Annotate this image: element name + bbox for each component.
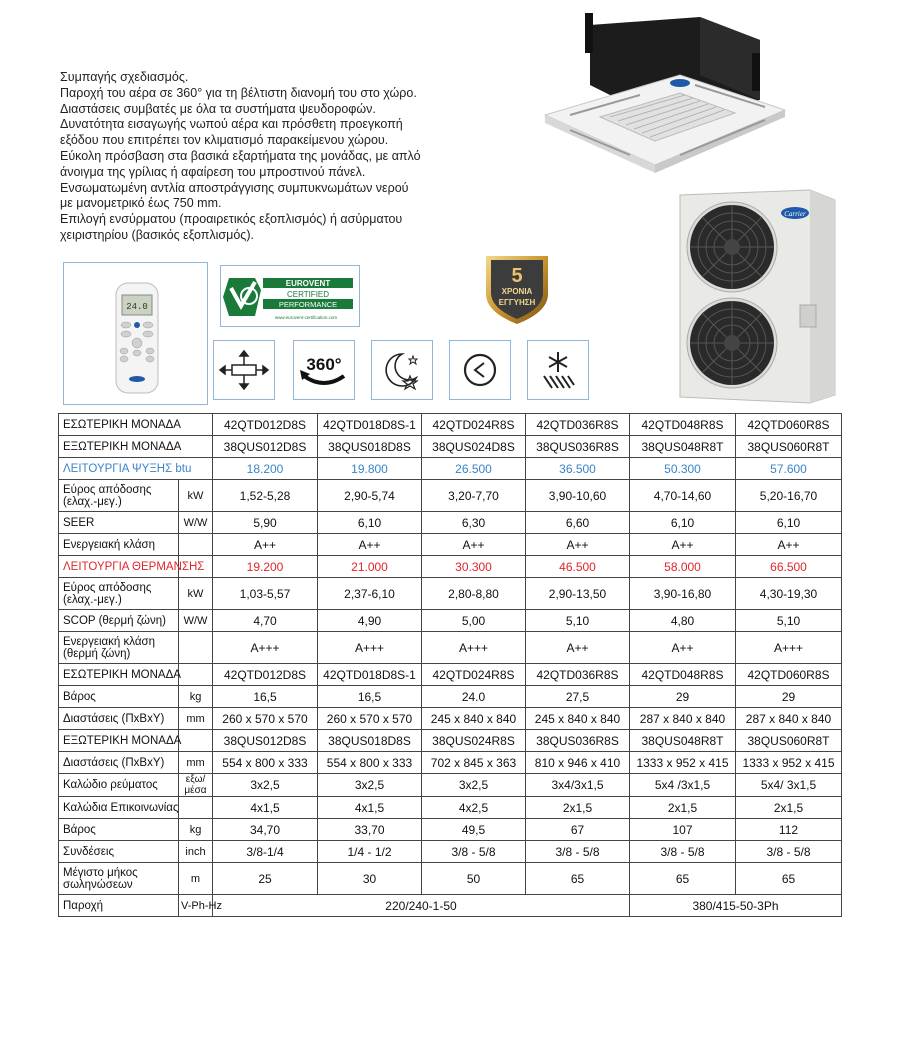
table-cell: 4x1,5 — [213, 797, 318, 819]
table-cell: 245 x 840 x 840 — [422, 708, 526, 730]
table-row — [59, 819, 842, 841]
table-cell: 19.800 — [318, 458, 422, 480]
cassette-unit-image — [530, 5, 790, 175]
row-label: Βάρος — [59, 819, 179, 841]
row-unit: W/W — [179, 512, 213, 534]
table-row — [59, 578, 842, 610]
row-unit: kW — [179, 578, 213, 610]
table-cell: 6,10 — [736, 512, 842, 534]
row-label: Βάρος — [59, 686, 179, 708]
row-unit: mm — [179, 752, 213, 774]
table-cell: 33,70 — [318, 819, 422, 841]
row-label: ΕΣΩΤΕΡΙΚΗ ΜΟΝΑΔΑ — [59, 414, 213, 436]
remote-control-box — [63, 262, 208, 405]
table-cell: 65 — [630, 863, 736, 895]
table-cell: 38QUS048R8T — [630, 436, 736, 458]
supply-three-phase: 380/415-50-3Ph — [630, 895, 842, 917]
turbo-icon — [449, 340, 511, 400]
table-cell: 42QTD024R8S — [422, 664, 526, 686]
intro-line: Συμπαγής σχεδιασμός. — [60, 70, 189, 84]
table-row — [59, 458, 842, 480]
eurovent-certified-logo — [220, 265, 360, 327]
table-cell: 5,10 — [526, 610, 630, 632]
table-cell: 2,80-8,80 — [422, 578, 526, 610]
table-cell: A++ — [736, 534, 842, 556]
table-cell: 4,90 — [318, 610, 422, 632]
table-cell: 3/8 - 5/8 — [526, 841, 630, 863]
intro-line: με μανομετρικό έως 750 mm. — [60, 196, 222, 211]
table-row — [59, 774, 842, 797]
table-cell: 18.200 — [213, 458, 318, 480]
table-cell: 21.000 — [318, 556, 422, 578]
table-cell: 6,60 — [526, 512, 630, 534]
row-unit: kW — [179, 480, 213, 512]
table-cell: 5,00 — [422, 610, 526, 632]
anti-frost-icon — [527, 340, 589, 400]
svg-text:EUROVENT: EUROVENT — [285, 279, 331, 288]
row-label: ΕΞΩΤΕΡΙΚΗ ΜΟΝΑΔΑ — [59, 436, 213, 458]
table-cell: 57.600 — [736, 458, 842, 480]
row-unit: inch — [179, 841, 213, 863]
row-label: Εύρος απόδοσης (ελαχ.-μεγ.) — [59, 480, 179, 512]
night-mode-icon — [371, 340, 433, 400]
table-cell: A++ — [630, 632, 736, 664]
svg-text:24.0: 24.0 — [126, 302, 148, 312]
table-cell: 5,10 — [736, 610, 842, 632]
table-cell: 6,10 — [318, 512, 422, 534]
row-unit — [179, 797, 213, 819]
table-cell: 38QUS048R8T — [630, 730, 736, 752]
row-label: Καλώδια Επικοινωνίας — [59, 797, 179, 819]
table-cell: 1333 x 952 x 415 — [630, 752, 736, 774]
table-row — [59, 414, 842, 436]
table-cell: 58.000 — [630, 556, 736, 578]
intro-line: Ενσωματωμένη αντλία αποστράγγισης συμπυκνωμάτων νερού — [60, 180, 409, 195]
table-cell: 65 — [736, 863, 842, 895]
table-cell: 287 x 840 x 840 — [630, 708, 736, 730]
row-unit: m — [179, 863, 213, 895]
table-cell: 260 x 570 x 570 — [318, 708, 422, 730]
intro-text — [60, 70, 530, 244]
table-cell: 2,90-13,50 — [526, 578, 630, 610]
table-cell: 3x2,5 — [422, 774, 526, 797]
table-cell: 42QTD048R8S — [630, 664, 736, 686]
table-cell: 3x4/3x1,5 — [526, 774, 630, 797]
table-cell: 38QUS036R8S — [526, 436, 630, 458]
table-cell: A+++ — [213, 632, 318, 664]
table-cell: 38QUS036R8S — [526, 730, 630, 752]
table-cell: 260 x 570 x 570 — [213, 708, 318, 730]
table-cell: A++ — [213, 534, 318, 556]
intro-line: Επιλογή ενσύρματου (προαιρετικός εξοπλισμός) ή ασύρματου — [60, 212, 403, 227]
row-unit — [179, 730, 213, 752]
intro-line: άνοιγμα της γρίλιας ή αφαίρεση του μπροστινού πάνελ. — [60, 164, 366, 179]
table-cell: 24.0 — [422, 686, 526, 708]
row-label: ΕΣΩΤΕΡΙΚΗ ΜΟΝΑΔΑ — [59, 664, 179, 686]
row-unit — [179, 664, 213, 686]
row-label: Συνδέσεις — [59, 841, 179, 863]
warranty-badge — [478, 248, 556, 326]
table-cell: 16,5 — [213, 686, 318, 708]
intro-line: Διαστάσεις συμβατές με όλα τα συστήματα ψευδοροφών. — [60, 101, 376, 116]
row-label: Μέγιστο μήκος σωληνώσεων — [59, 863, 179, 895]
svg-text:360°: 360° — [306, 355, 342, 374]
svg-text:ΧΡΟΝΙΑ: ΧΡΟΝΙΑ — [501, 287, 533, 296]
table-cell: 30 — [318, 863, 422, 895]
table-cell: 42QTD060R8S — [736, 664, 842, 686]
table-cell: 38QUS060R8T — [736, 730, 842, 752]
table-row — [59, 556, 842, 578]
table-cell: A+++ — [318, 632, 422, 664]
row-label: ΕΞΩΤΕΡΙΚΗ ΜΟΝΑΔΑ — [59, 730, 179, 752]
table-cell: 38QUS018D8S — [318, 730, 422, 752]
table-cell: 50 — [422, 863, 526, 895]
table-cell: 38QUS024D8S — [422, 436, 526, 458]
table-cell: 42QTD048R8S — [630, 414, 736, 436]
table-cell: 1,03-5,57 — [213, 578, 318, 610]
table-row — [59, 841, 842, 863]
table-cell: 2,37-6,10 — [318, 578, 422, 610]
intro-line: Παροχή του αέρα σε 360° για τη βέλτιστη διανομή του στο χώρο. — [60, 85, 417, 100]
intro-line: εξόδου που επιτρέπει τον κλιματισμό παρακείμενου χώρου. — [60, 133, 389, 148]
table-row — [59, 797, 842, 819]
table-cell: 46.500 — [526, 556, 630, 578]
table-cell: 1333 x 952 x 415 — [736, 752, 842, 774]
outdoor-unit-image — [670, 185, 840, 405]
row-label: Καλώδιο ρεύματος — [59, 774, 179, 797]
table-cell: 245 x 840 x 840 — [526, 708, 630, 730]
intro-line: χειριστηρίου (βασικός εξοπλισμός). — [60, 227, 254, 242]
table-cell: 42QTD024R8S — [422, 414, 526, 436]
intro-line: Δυνατότητα εισαγωγής νωπού αέρα και πρόσθετη προεγκοπή — [60, 117, 403, 132]
row-unit: mm — [179, 708, 213, 730]
table-cell: 4x2,5 — [422, 797, 526, 819]
svg-text:PERFORMANCE: PERFORMANCE — [278, 300, 338, 309]
table-cell: 5x4/ 3x1,5 — [736, 774, 842, 797]
table-cell: 66.500 — [736, 556, 842, 578]
table-cell: 65 — [526, 863, 630, 895]
table-cell: 50.300 — [630, 458, 736, 480]
table-row — [59, 436, 842, 458]
table-cell: 3/8 - 5/8 — [630, 841, 736, 863]
svg-text:5: 5 — [511, 265, 523, 287]
table-cell: 38QUS024R8S — [422, 730, 526, 752]
table-cell: A++ — [526, 632, 630, 664]
row-unit — [179, 534, 213, 556]
table-cell: 34,70 — [213, 819, 318, 841]
row-unit: εξω/ μέσα — [179, 774, 213, 797]
table-row — [59, 480, 842, 512]
row-unit — [179, 632, 213, 664]
table-cell: 2x1,5 — [526, 797, 630, 819]
table-cell: 2,90-5,74 — [318, 480, 422, 512]
table-cell: 702 x 845 x 363 — [422, 752, 526, 774]
table-cell: 4,80 — [630, 610, 736, 632]
table-cell: 38QUS012D8S — [213, 730, 318, 752]
table-row — [59, 512, 842, 534]
table-row — [59, 752, 842, 774]
table-cell: 42QTD018D8S-1 — [318, 414, 422, 436]
table-cell: 29 — [630, 686, 736, 708]
table-cell: 38QUS012D8S — [213, 436, 318, 458]
table-cell: 29 — [736, 686, 842, 708]
svg-text:ΕΓΓΥΗΣΗ: ΕΓΓΥΗΣΗ — [498, 298, 536, 307]
table-cell: 3x2,5 — [213, 774, 318, 797]
table-cell: A++ — [630, 534, 736, 556]
table-row — [59, 730, 842, 752]
row-unit: W/W — [179, 610, 213, 632]
table-cell: 5,90 — [213, 512, 318, 534]
table-cell: 42QTD036R8S — [526, 664, 630, 686]
table-cell: 25 — [213, 863, 318, 895]
table-cell: 67 — [526, 819, 630, 841]
table-cell: 26.500 — [422, 458, 526, 480]
table-cell: 42QTD036R8S — [526, 414, 630, 436]
table-row — [59, 686, 842, 708]
row-label: ΛΕΙΤΟΥΡΓΙΑ ΨΥΞΗΣ btu — [59, 458, 213, 480]
supply-single-phase: 220/240-1-50 — [213, 895, 630, 917]
table-cell: 554 x 800 x 333 — [213, 752, 318, 774]
table-cell: 2x1,5 — [736, 797, 842, 819]
table-row — [59, 610, 842, 632]
table-row — [59, 708, 842, 730]
table-cell: 4,30-19,30 — [736, 578, 842, 610]
table-cell: 1/4 - 1/2 — [318, 841, 422, 863]
row-label: Ενεργειακή κλάση — [59, 534, 179, 556]
svg-text:CERTIFIED: CERTIFIED — [286, 290, 330, 299]
table-cell: 1,52-5,28 — [213, 480, 318, 512]
row-unit: kg — [179, 819, 213, 841]
table-cell: 42QTD018D8S-1 — [318, 664, 422, 686]
table-cell: 3/8-1/4 — [213, 841, 318, 863]
table-cell: 42QTD060R8S — [736, 414, 842, 436]
table-cell: 6,30 — [422, 512, 526, 534]
table-cell: 2x1,5 — [630, 797, 736, 819]
svg-text:www.eurovent-certification.com: www.eurovent-certification.com — [274, 315, 338, 320]
table-cell: 42QTD012D8S — [213, 414, 318, 436]
table-row-supply — [59, 895, 842, 917]
table-cell: 554 x 800 x 333 — [318, 752, 422, 774]
row-label: ΛΕΙΤΟΥΡΓΙΑ ΘΕΡΜΑΝΣΗΣ — [59, 556, 179, 578]
table-row — [59, 534, 842, 556]
360-rotation-icon — [293, 340, 355, 400]
table-cell: 3,90-16,80 — [630, 578, 736, 610]
table-cell: 42QTD012D8S — [213, 664, 318, 686]
row-label: SEER — [59, 512, 179, 534]
table-cell: A++ — [526, 534, 630, 556]
table-cell: 16,5 — [318, 686, 422, 708]
table-cell: 5,20-16,70 — [736, 480, 842, 512]
table-row — [59, 664, 842, 686]
table-cell: 4,70 — [213, 610, 318, 632]
table-cell: 112 — [736, 819, 842, 841]
table-cell: 4x1,5 — [318, 797, 422, 819]
intro-line: Εύκολη πρόσβαση στα βασικά εξαρτήματα της μονάδας, με απλό — [60, 148, 421, 163]
table-cell: 3x2,5 — [318, 774, 422, 797]
remote-control-image — [64, 263, 209, 406]
row-label: SCOP (θερμή ζώνη) — [59, 610, 179, 632]
brand-logo-outdoor: Carrier — [784, 210, 806, 218]
table-cell: 4,70-14,60 — [630, 480, 736, 512]
table-cell: 36.500 — [526, 458, 630, 480]
table-cell: A+++ — [736, 632, 842, 664]
table-cell: 38QUS018D8S — [318, 436, 422, 458]
table-cell: 30.300 — [422, 556, 526, 578]
row-unit: kg — [179, 686, 213, 708]
row-unit: V-Ph-Hz — [179, 895, 213, 917]
row-label: Διαστάσεις (ΠxΒxΥ) — [59, 752, 179, 774]
table-row — [59, 863, 842, 895]
table-cell: A++ — [318, 534, 422, 556]
table-cell: 38QUS060R8T — [736, 436, 842, 458]
table-cell: 49,5 — [422, 819, 526, 841]
table-cell: 3/8 - 5/8 — [736, 841, 842, 863]
table-cell: 5x4 /3x1,5 — [630, 774, 736, 797]
airflow-directions-icon — [213, 340, 275, 400]
row-label: Ενεργειακή κλάση (θερμή ζώνη) — [59, 632, 179, 664]
spec-table — [58, 413, 842, 917]
table-cell: A++ — [422, 534, 526, 556]
table-cell: 27,5 — [526, 686, 630, 708]
table-cell: 6,10 — [630, 512, 736, 534]
table-cell: 287 x 840 x 840 — [736, 708, 842, 730]
table-cell: 810 x 946 x 410 — [526, 752, 630, 774]
table-cell: 107 — [630, 819, 736, 841]
table-cell: 3/8 - 5/8 — [422, 841, 526, 863]
row-label: Διαστάσεις (ΠxΒxΥ) — [59, 708, 179, 730]
table-cell: 3,90-10,60 — [526, 480, 630, 512]
table-cell: 3,20-7,70 — [422, 480, 526, 512]
table-cell: 19.200 — [213, 556, 318, 578]
table-row — [59, 632, 842, 664]
row-label: Παροχή — [59, 895, 179, 917]
table-cell: A+++ — [422, 632, 526, 664]
row-label: Εύρος απόδοσης (ελαχ.-μεγ.) — [59, 578, 179, 610]
